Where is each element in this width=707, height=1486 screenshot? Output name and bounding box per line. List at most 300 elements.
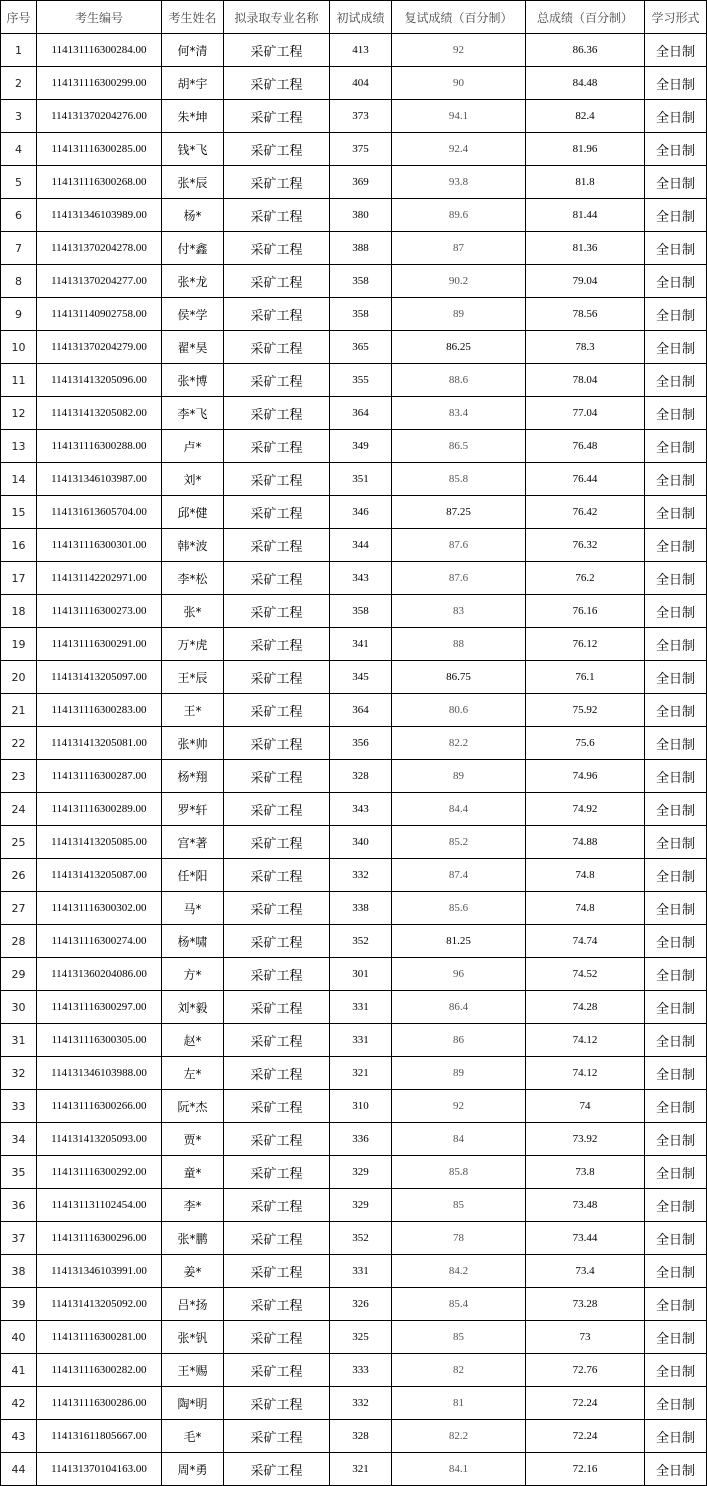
- initial-score: 349: [330, 430, 392, 463]
- major-name: 采矿工程: [224, 232, 330, 265]
- candidate-name: 李*飞: [162, 397, 224, 430]
- study-mode: 全日制: [645, 331, 707, 364]
- serial-no: 37: [1, 1222, 37, 1255]
- major-name: 采矿工程: [224, 595, 330, 628]
- major-name: 采矿工程: [224, 1354, 330, 1387]
- major-name: 采矿工程: [224, 496, 330, 529]
- total-score: 78.56: [526, 298, 645, 331]
- total-score: 81.36: [526, 232, 645, 265]
- study-mode: 全日制: [645, 199, 707, 232]
- serial-no: 19: [1, 628, 37, 661]
- candidate-id: 114131346103991.00: [37, 1255, 162, 1288]
- major-name: 采矿工程: [224, 463, 330, 496]
- major-name: 采矿工程: [224, 1453, 330, 1486]
- serial-no: 14: [1, 463, 37, 496]
- study-mode: 全日制: [645, 793, 707, 826]
- candidate-name: 侯*学: [162, 298, 224, 331]
- candidate-name: 张*帅: [162, 727, 224, 760]
- retest-score: 85.8: [392, 1156, 526, 1189]
- table-row: [1, 529, 707, 562]
- major-name: 采矿工程: [224, 199, 330, 232]
- total-score: 74.88: [526, 826, 645, 859]
- initial-score: 364: [330, 397, 392, 430]
- candidate-id: 114131116300305.00: [37, 1024, 162, 1057]
- major-name: 采矿工程: [224, 727, 330, 760]
- initial-score: 331: [330, 1255, 392, 1288]
- study-mode: 全日制: [645, 1453, 707, 1486]
- header-retest-score: 复试成绩（百分制）: [392, 1, 526, 34]
- retest-score: 88: [392, 628, 526, 661]
- total-score: 76.2: [526, 562, 645, 595]
- candidate-id: 114131413205093.00: [37, 1123, 162, 1156]
- total-score: 76.42: [526, 496, 645, 529]
- table-row: [1, 463, 707, 496]
- total-score: 73.92: [526, 1123, 645, 1156]
- table-row: [1, 364, 707, 397]
- total-score: 72.16: [526, 1453, 645, 1486]
- retest-score: 87.6: [392, 562, 526, 595]
- candidate-name: 方*: [162, 958, 224, 991]
- header-candidate-name: 考生姓名: [162, 1, 224, 34]
- study-mode: 全日制: [645, 1321, 707, 1354]
- total-score: 75.6: [526, 727, 645, 760]
- candidate-id: 114131413205081.00: [37, 727, 162, 760]
- table-row: [1, 958, 707, 991]
- candidate-id: 114131613605704.00: [37, 496, 162, 529]
- study-mode: 全日制: [645, 298, 707, 331]
- initial-score: 325: [330, 1321, 392, 1354]
- candidate-id: 114131116300283.00: [37, 694, 162, 727]
- study-mode: 全日制: [645, 595, 707, 628]
- major-name: 采矿工程: [224, 1222, 330, 1255]
- major-name: 采矿工程: [224, 1057, 330, 1090]
- serial-no: 30: [1, 991, 37, 1024]
- serial-no: 42: [1, 1387, 37, 1420]
- candidate-name: 周*勇: [162, 1453, 224, 1486]
- study-mode: 全日制: [645, 67, 707, 100]
- retest-score: 88.6: [392, 364, 526, 397]
- header-study-mode: 学习形式: [645, 1, 707, 34]
- table-row: [1, 595, 707, 628]
- serial-no: 21: [1, 694, 37, 727]
- major-name: 采矿工程: [224, 331, 330, 364]
- initial-score: 369: [330, 166, 392, 199]
- retest-score: 94.1: [392, 100, 526, 133]
- serial-no: 38: [1, 1255, 37, 1288]
- candidate-id: 114131116300273.00: [37, 595, 162, 628]
- candidate-name: 万*虎: [162, 628, 224, 661]
- candidate-id: 114131413205082.00: [37, 397, 162, 430]
- initial-score: 321: [330, 1057, 392, 1090]
- header-candidate-id: 考生编号: [37, 1, 162, 34]
- serial-no: 4: [1, 133, 37, 166]
- total-score: 74.12: [526, 1024, 645, 1057]
- table-body: [1, 34, 707, 1486]
- table-row: [1, 298, 707, 331]
- candidate-id: 114131116300286.00: [37, 1387, 162, 1420]
- total-score: 78.3: [526, 331, 645, 364]
- initial-score: 331: [330, 1024, 392, 1057]
- candidate-name: 刘*: [162, 463, 224, 496]
- initial-score: 332: [330, 1387, 392, 1420]
- candidate-id: 114131370204278.00: [37, 232, 162, 265]
- serial-no: 35: [1, 1156, 37, 1189]
- retest-score: 85: [392, 1189, 526, 1222]
- initial-score: 373: [330, 100, 392, 133]
- table-row: [1, 496, 707, 529]
- retest-score: 90.2: [392, 265, 526, 298]
- candidate-name: 钱*飞: [162, 133, 224, 166]
- table-row: [1, 1057, 707, 1090]
- candidate-id: 114131370104163.00: [37, 1453, 162, 1486]
- study-mode: 全日制: [645, 364, 707, 397]
- initial-score: 365: [330, 331, 392, 364]
- study-mode: 全日制: [645, 133, 707, 166]
- major-name: 采矿工程: [224, 166, 330, 199]
- table-row: [1, 793, 707, 826]
- candidate-name: 翟*昊: [162, 331, 224, 364]
- table-row: [1, 1090, 707, 1123]
- study-mode: 全日制: [645, 925, 707, 958]
- total-score: 73.8: [526, 1156, 645, 1189]
- table-row: [1, 1189, 707, 1222]
- major-name: 采矿工程: [224, 100, 330, 133]
- table-row: [1, 1288, 707, 1321]
- retest-score: 78: [392, 1222, 526, 1255]
- candidate-name: 卢*: [162, 430, 224, 463]
- retest-score: 92: [392, 1090, 526, 1123]
- initial-score: 321: [330, 1453, 392, 1486]
- serial-no: 17: [1, 562, 37, 595]
- major-name: 采矿工程: [224, 529, 330, 562]
- serial-no: 40: [1, 1321, 37, 1354]
- candidate-name: 贾*: [162, 1123, 224, 1156]
- candidate-id: 114131413205092.00: [37, 1288, 162, 1321]
- table-row: [1, 991, 707, 1024]
- candidate-id: 114131116300297.00: [37, 991, 162, 1024]
- serial-no: 23: [1, 760, 37, 793]
- candidate-id: 114131346103987.00: [37, 463, 162, 496]
- candidate-id: 114131116300281.00: [37, 1321, 162, 1354]
- retest-score: 87: [392, 232, 526, 265]
- retest-score: 87.6: [392, 529, 526, 562]
- major-name: 采矿工程: [224, 628, 330, 661]
- initial-score: 331: [330, 991, 392, 1024]
- table-row: [1, 430, 707, 463]
- table-row: [1, 694, 707, 727]
- table-row: [1, 199, 707, 232]
- study-mode: 全日制: [645, 1354, 707, 1387]
- major-name: 采矿工程: [224, 265, 330, 298]
- retest-score: 81.25: [392, 925, 526, 958]
- candidate-name: 李*: [162, 1189, 224, 1222]
- serial-no: 34: [1, 1123, 37, 1156]
- retest-score: 82.2: [392, 1420, 526, 1453]
- retest-score: 89: [392, 1057, 526, 1090]
- serial-no: 9: [1, 298, 37, 331]
- major-name: 采矿工程: [224, 430, 330, 463]
- initial-score: 345: [330, 661, 392, 694]
- retest-score: 90: [392, 67, 526, 100]
- retest-score: 82: [392, 1354, 526, 1387]
- total-score: 73.4: [526, 1255, 645, 1288]
- major-name: 采矿工程: [224, 1189, 330, 1222]
- retest-score: 89.6: [392, 199, 526, 232]
- study-mode: 全日制: [645, 232, 707, 265]
- serial-no: 31: [1, 1024, 37, 1057]
- candidate-name: 张*鹏: [162, 1222, 224, 1255]
- study-mode: 全日制: [645, 463, 707, 496]
- retest-score: 87.4: [392, 859, 526, 892]
- table-row: [1, 34, 707, 67]
- candidate-id: 114131370204276.00: [37, 100, 162, 133]
- table-row: [1, 100, 707, 133]
- retest-score: 81: [392, 1387, 526, 1420]
- total-score: 74.52: [526, 958, 645, 991]
- candidate-name: 张*龙: [162, 265, 224, 298]
- candidate-id: 114131116300299.00: [37, 67, 162, 100]
- candidate-id: 114131131102454.00: [37, 1189, 162, 1222]
- table-row: [1, 628, 707, 661]
- total-score: 74.8: [526, 892, 645, 925]
- total-score: 74.28: [526, 991, 645, 1024]
- serial-no: 3: [1, 100, 37, 133]
- major-name: 采矿工程: [224, 859, 330, 892]
- initial-score: 301: [330, 958, 392, 991]
- total-score: 74.8: [526, 859, 645, 892]
- retest-score: 93.8: [392, 166, 526, 199]
- serial-no: 32: [1, 1057, 37, 1090]
- total-score: 72.24: [526, 1387, 645, 1420]
- table-row: [1, 1156, 707, 1189]
- candidate-id: 114131346103989.00: [37, 199, 162, 232]
- serial-no: 18: [1, 595, 37, 628]
- initial-score: 352: [330, 1222, 392, 1255]
- candidate-name: 韩*波: [162, 529, 224, 562]
- candidate-id: 114131142202971.00: [37, 562, 162, 595]
- study-mode: 全日制: [645, 265, 707, 298]
- candidate-id: 114131116300266.00: [37, 1090, 162, 1123]
- retest-score: 85: [392, 1321, 526, 1354]
- initial-score: 352: [330, 925, 392, 958]
- initial-score: 326: [330, 1288, 392, 1321]
- candidate-id: 114131116300284.00: [37, 34, 162, 67]
- retest-score: 87.25: [392, 496, 526, 529]
- candidate-id: 114131116300296.00: [37, 1222, 162, 1255]
- major-name: 采矿工程: [224, 1255, 330, 1288]
- initial-score: 388: [330, 232, 392, 265]
- retest-score: 92.4: [392, 133, 526, 166]
- header-serial-no: 序号: [1, 1, 37, 34]
- table-row: [1, 166, 707, 199]
- header-total-score: 总成绩（百分制）: [526, 1, 645, 34]
- study-mode: 全日制: [645, 1024, 707, 1057]
- candidate-name: 宫*著: [162, 826, 224, 859]
- major-name: 采矿工程: [224, 661, 330, 694]
- study-mode: 全日制: [645, 496, 707, 529]
- candidate-id: 114131413205087.00: [37, 859, 162, 892]
- table-row: [1, 67, 707, 100]
- study-mode: 全日制: [645, 529, 707, 562]
- candidate-name: 王*辰: [162, 661, 224, 694]
- candidate-name: 王*赐: [162, 1354, 224, 1387]
- initial-score: 338: [330, 892, 392, 925]
- total-score: 74: [526, 1090, 645, 1123]
- initial-score: 310: [330, 1090, 392, 1123]
- candidate-id: 114131360204086.00: [37, 958, 162, 991]
- candidate-id: 114131413205085.00: [37, 826, 162, 859]
- serial-no: 43: [1, 1420, 37, 1453]
- initial-score: 340: [330, 826, 392, 859]
- serial-no: 8: [1, 265, 37, 298]
- total-score: 81.96: [526, 133, 645, 166]
- table-row: [1, 133, 707, 166]
- study-mode: 全日制: [645, 991, 707, 1024]
- study-mode: 全日制: [645, 1156, 707, 1189]
- study-mode: 全日制: [645, 1420, 707, 1453]
- header-major: 拟录取专业名称: [224, 1, 330, 34]
- serial-no: 28: [1, 925, 37, 958]
- total-score: 78.04: [526, 364, 645, 397]
- total-score: 76.48: [526, 430, 645, 463]
- initial-score: 351: [330, 463, 392, 496]
- initial-score: 358: [330, 298, 392, 331]
- major-name: 采矿工程: [224, 34, 330, 67]
- initial-score: 358: [330, 265, 392, 298]
- serial-no: 36: [1, 1189, 37, 1222]
- candidate-id: 114131370204277.00: [37, 265, 162, 298]
- study-mode: 全日制: [645, 892, 707, 925]
- initial-score: 328: [330, 760, 392, 793]
- retest-score: 85.6: [392, 892, 526, 925]
- candidate-name: 杨*: [162, 199, 224, 232]
- total-score: 86.36: [526, 34, 645, 67]
- serial-no: 5: [1, 166, 37, 199]
- initial-score: 404: [330, 67, 392, 100]
- candidate-name: 马*: [162, 892, 224, 925]
- candidate-name: 张*辰: [162, 166, 224, 199]
- retest-score: 86: [392, 1024, 526, 1057]
- table-row: [1, 1354, 707, 1387]
- major-name: 采矿工程: [224, 694, 330, 727]
- total-score: 74.12: [526, 1057, 645, 1090]
- initial-score: 336: [330, 1123, 392, 1156]
- initial-score: 413: [330, 34, 392, 67]
- candidate-id: 114131413205097.00: [37, 661, 162, 694]
- initial-score: 332: [330, 859, 392, 892]
- retest-score: 83: [392, 595, 526, 628]
- serial-no: 15: [1, 496, 37, 529]
- table-row: [1, 1123, 707, 1156]
- study-mode: 全日制: [645, 661, 707, 694]
- retest-score: 84.4: [392, 793, 526, 826]
- candidate-name: 张*: [162, 595, 224, 628]
- study-mode: 全日制: [645, 859, 707, 892]
- study-mode: 全日制: [645, 826, 707, 859]
- candidate-name: 何*清: [162, 34, 224, 67]
- retest-score: 86.25: [392, 331, 526, 364]
- study-mode: 全日制: [645, 727, 707, 760]
- candidate-name: 杨*啸: [162, 925, 224, 958]
- retest-score: 89: [392, 760, 526, 793]
- study-mode: 全日制: [645, 34, 707, 67]
- total-score: 81.44: [526, 199, 645, 232]
- table-row: [1, 232, 707, 265]
- study-mode: 全日制: [645, 1123, 707, 1156]
- study-mode: 全日制: [645, 1090, 707, 1123]
- total-score: 73.44: [526, 1222, 645, 1255]
- serial-no: 7: [1, 232, 37, 265]
- study-mode: 全日制: [645, 430, 707, 463]
- initial-score: 329: [330, 1189, 392, 1222]
- major-name: 采矿工程: [224, 892, 330, 925]
- total-score: 74.74: [526, 925, 645, 958]
- header-initial-score: 初试成绩: [330, 1, 392, 34]
- retest-score: 85.4: [392, 1288, 526, 1321]
- candidate-name: 付*鑫: [162, 232, 224, 265]
- total-score: 74.96: [526, 760, 645, 793]
- total-score: 73: [526, 1321, 645, 1354]
- initial-score: 375: [330, 133, 392, 166]
- major-name: 采矿工程: [224, 1090, 330, 1123]
- table-row: [1, 826, 707, 859]
- candidate-id: 114131116300287.00: [37, 760, 162, 793]
- table-row: [1, 1453, 707, 1486]
- major-name: 采矿工程: [224, 826, 330, 859]
- retest-score: 86.4: [392, 991, 526, 1024]
- study-mode: 全日制: [645, 694, 707, 727]
- candidate-name: 张*钒: [162, 1321, 224, 1354]
- major-name: 采矿工程: [224, 562, 330, 595]
- total-score: 77.04: [526, 397, 645, 430]
- candidate-name: 刘*毅: [162, 991, 224, 1024]
- total-score: 75.92: [526, 694, 645, 727]
- table-row: [1, 1255, 707, 1288]
- major-name: 采矿工程: [224, 958, 330, 991]
- header-row: [1, 1, 707, 34]
- serial-no: 6: [1, 199, 37, 232]
- table-row: [1, 892, 707, 925]
- major-name: 采矿工程: [224, 1288, 330, 1321]
- initial-score: 341: [330, 628, 392, 661]
- retest-score: 92: [392, 34, 526, 67]
- serial-no: 16: [1, 529, 37, 562]
- table-row: [1, 760, 707, 793]
- initial-score: 358: [330, 595, 392, 628]
- retest-score: 86.75: [392, 661, 526, 694]
- study-mode: 全日制: [645, 1057, 707, 1090]
- major-name: 采矿工程: [224, 991, 330, 1024]
- major-name: 采矿工程: [224, 133, 330, 166]
- candidate-name: 朱*坤: [162, 100, 224, 133]
- candidate-id: 114131116300291.00: [37, 628, 162, 661]
- candidate-id: 114131116300268.00: [37, 166, 162, 199]
- candidate-id: 114131413205096.00: [37, 364, 162, 397]
- study-mode: 全日制: [645, 958, 707, 991]
- retest-score: 85.8: [392, 463, 526, 496]
- major-name: 采矿工程: [224, 1321, 330, 1354]
- serial-no: 1: [1, 34, 37, 67]
- initial-score: 333: [330, 1354, 392, 1387]
- major-name: 采矿工程: [224, 364, 330, 397]
- retest-score: 96: [392, 958, 526, 991]
- study-mode: 全日制: [645, 397, 707, 430]
- candidate-id: 114131611805667.00: [37, 1420, 162, 1453]
- candidate-id: 114131346103988.00: [37, 1057, 162, 1090]
- table-row: [1, 661, 707, 694]
- serial-no: 44: [1, 1453, 37, 1486]
- serial-no: 22: [1, 727, 37, 760]
